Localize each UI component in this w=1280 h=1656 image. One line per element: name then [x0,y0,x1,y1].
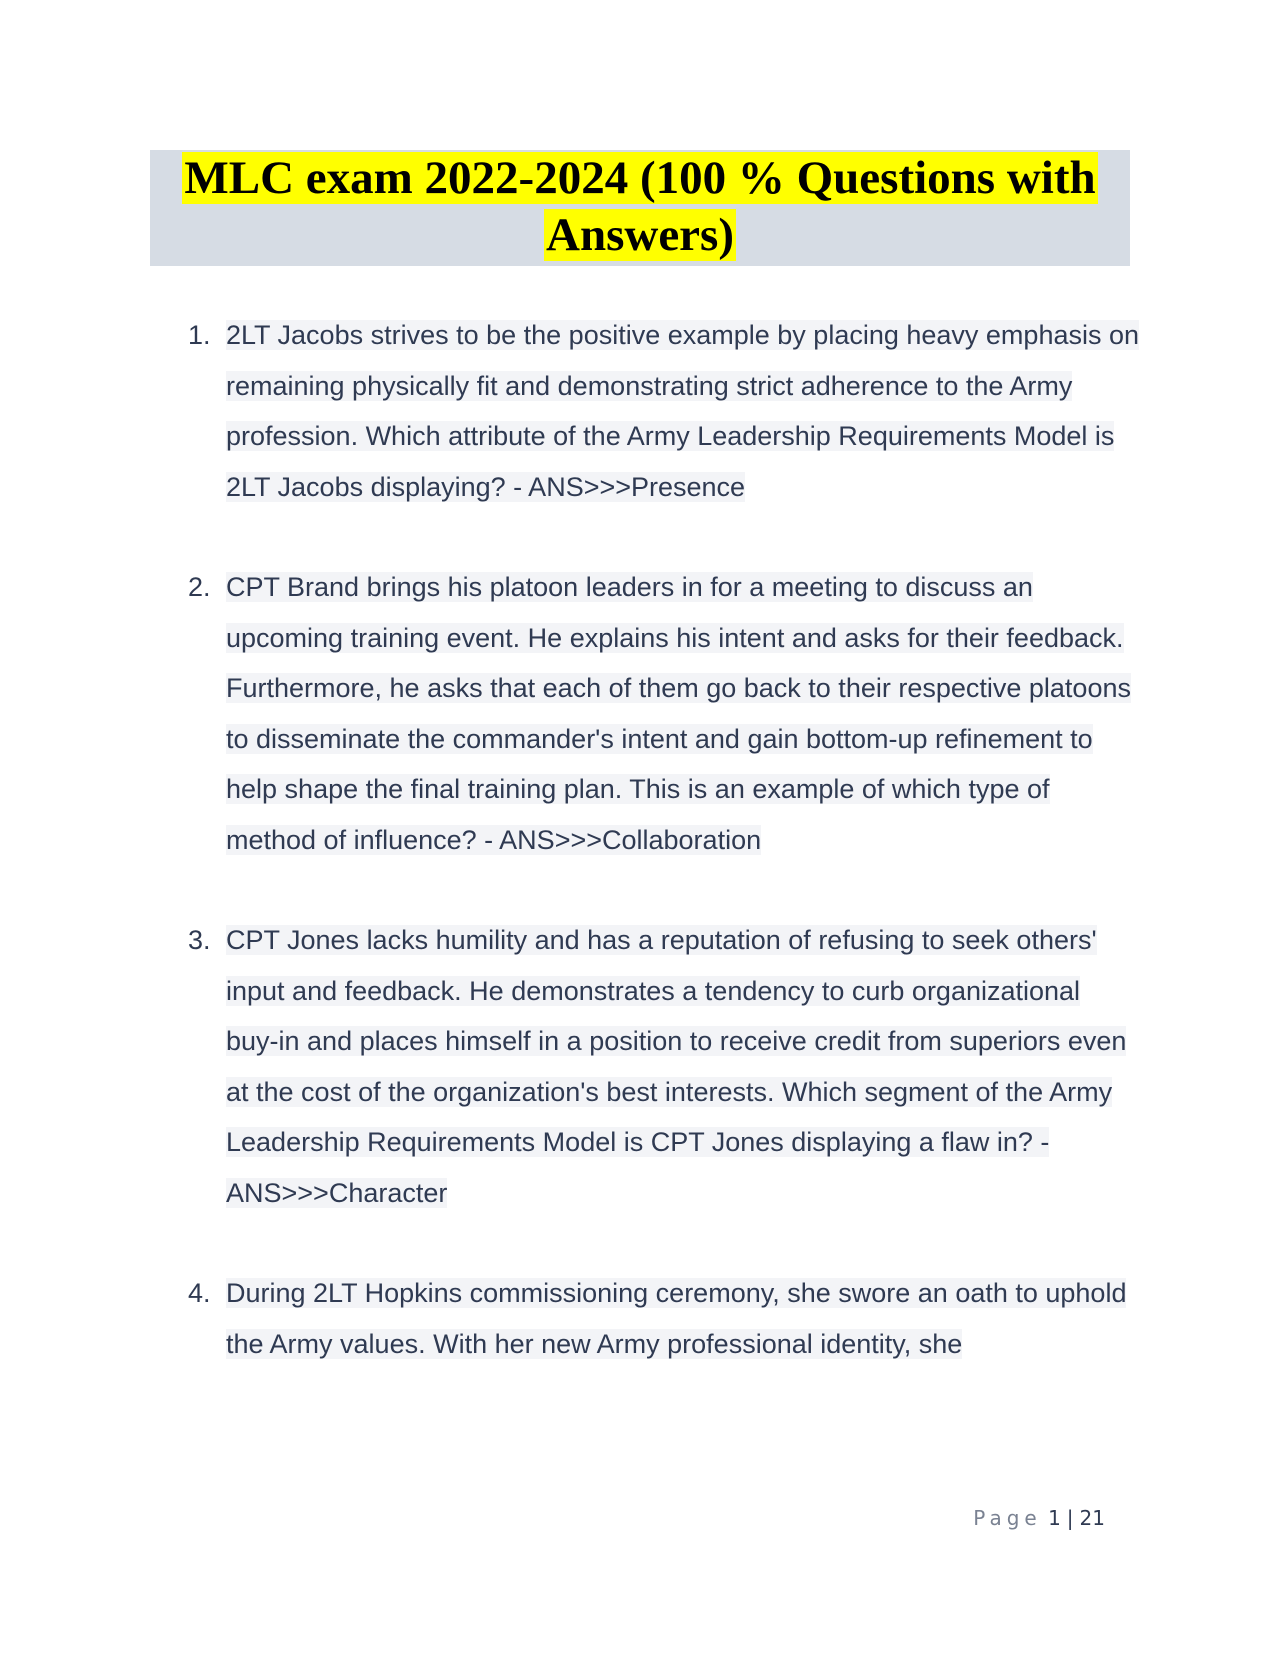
question-list [180,310,1140,1419]
page-label: Page [973,1506,1042,1530]
page-separator: | [1066,1506,1074,1530]
question-number: 1. [188,320,211,350]
question-item-1 [180,310,1140,512]
question-number: 4. [188,1278,211,1308]
question-number: 2. [188,572,211,602]
question-number: 3. [188,925,211,955]
question-text: CPT Jones lacks humility and has a reputation of refusing to seek others' input and feedback. He demonstrates a tendency to curb organizational buy-in and places himself in a position to receive credit from superiors even at the cost of the organization's best interests. Which segment of the Army Leadership Requirements Model is CPT Jones displaying a flaw in? - ANS>>>Character [226,925,1127,1208]
question-text: 2LT Jacobs strives to be the positive example by placing heavy emphasis on remaining physically fit and demonstrating strict adherence to the Army profession. Which attribute of the Army Leadership Requirements Model is 2LT Jacobs displaying? - ANS>>>Presence [226,320,1140,502]
page-number: 1 [1048,1506,1061,1530]
title-line-1: MLC exam 2022-2024 (100 % Questions with [184,152,1096,204]
total-pages: 21 [1079,1506,1105,1530]
question-item-4 [180,1268,1140,1369]
question-text: CPT Brand brings his platoon leaders in for a meeting to discuss an upcoming training event. He explains his intent and asks for their feedback. Furthermore, he asks that each of them go back to their respective platoons to disseminate the commander's intent and gain bottom-up refinement to help shape the final training plan. This is an example of which type of method of influence? - ANS>>>Collaboration [226,572,1131,855]
document-title [150,150,1130,266]
question-text: During 2LT Hopkins commissioning ceremony, she swore an oath to uphold the Army values. With her new Army professional identity, she [226,1278,1127,1359]
title-line-2: Answers) [546,209,734,261]
question-item-3 [180,915,1140,1218]
question-item-2 [180,562,1140,865]
page-footer [973,1506,1105,1530]
